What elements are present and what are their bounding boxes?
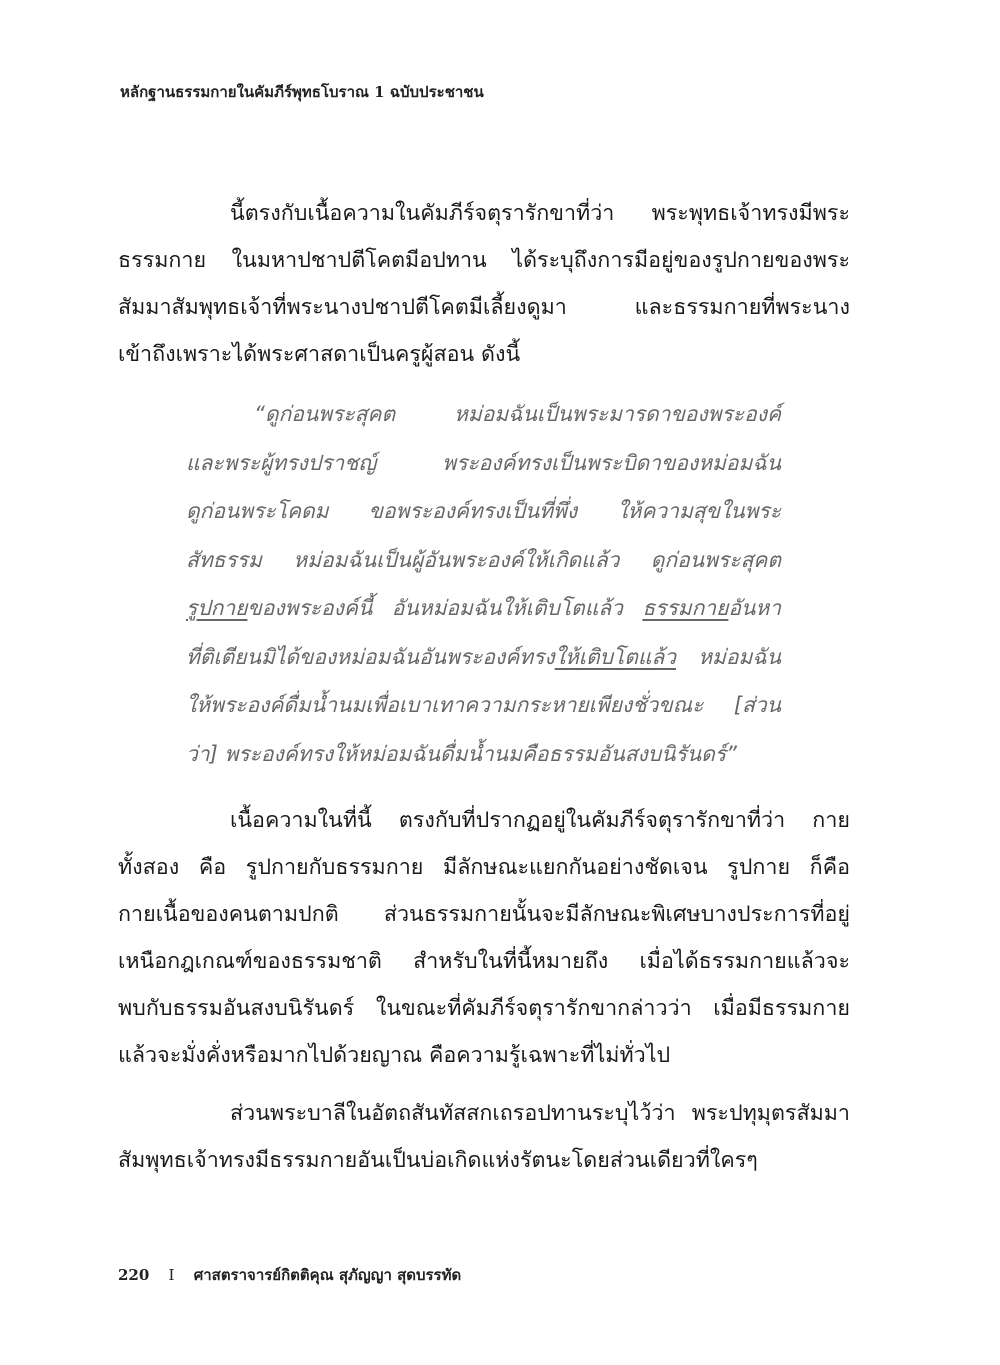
paragraph-3	[118, 1090, 850, 1184]
quote-line: ว่า] พระองค์ทรงให้หม่อมฉันดื่มน้ำนมคือธรรมอันสงบนิรันดร์”	[186, 741, 737, 766]
quote-line: สัทธรรม หม่อมฉันเป็นผู้อันพระองค์ให้เกิดแล้ว ดูก่อนพระสุคต	[186, 547, 781, 572]
running-header: หลักฐานธรรมกายในคัมภีร์พุทธโบราณ 1 ฉบับประชาชน	[120, 83, 484, 101]
paragraph-line: เข้าถึงเพราะได้พระศาสดาเป็นครูผู้สอน ดังนี้	[118, 342, 521, 367]
page-footer	[118, 1263, 461, 1287]
block-quote	[186, 390, 781, 778]
paragraph-line: ทั้งสอง คือ รูปกายกับธรรมกาย มีลักษณะแยกกันอย่างชัดเจน รูปกาย ก็คือ	[118, 855, 850, 880]
quote-line: “ดูก่อนพระสุคต หม่อมฉันเป็นพระมารดาของพระองค์	[254, 402, 781, 426]
paragraph-line: เหนือกฎเกณฑ์ของธรรมชาติ สำหรับในที่นี้หมายถึง เมื่อได้ธรรมกายแล้วจะ	[118, 949, 850, 974]
quote-line: และพระผู้ทรงปราชญ์ พระองค์ทรงเป็นพระบิดาของหม่อมฉัน	[186, 450, 781, 475]
quote-line	[186, 633, 781, 682]
paragraph-line: ธรรมกาย ในมหาปชาปตีโคตมีอปทาน ได้ระบุถึงการมีอยู่ของรูปกายของพระ	[118, 248, 850, 273]
footer-separator: I	[168, 1266, 175, 1284]
paragraph-line: แล้วจะมั่งคั่งหรือมากไปด้วยญาณ คือความรู้เฉพาะที่ไม่ทั่วไป	[118, 1043, 671, 1068]
quote-line: ดูก่อนพระโคดม ขอพระองค์ทรงเป็นที่พึ่ง ให้ความสุขในพระ	[186, 499, 781, 523]
quote-text: ของพระองค์นี้ อันหม่อมฉันให้เติบโตแล้ว	[247, 596, 643, 620]
quote-text: อันหา	[728, 596, 781, 620]
underlined-term: ให้เติบโตแล้ว	[554, 644, 677, 669]
paragraph-line: เนื้อความในที่นี้ ตรงกับที่ปรากฏอยู่ในคัมภีร์จตุรารักขาที่ว่า กาย	[230, 808, 850, 833]
quote-text: ที่ติเตียนมิได้ของหม่อมฉันอันพระองค์ทรง	[186, 644, 555, 669]
paragraph-line: กายเนื้อของคนตามปกติ ส่วนธรรมกายนั้นจะมีลักษณะพิเศษบางประการที่อยู่	[118, 902, 850, 927]
footer-author: ศาสตราจารย์กิตติคุณ สุภัญญา สุดบรรทัด	[193, 1266, 462, 1284]
paragraph-1	[118, 190, 850, 378]
paragraph-2	[118, 797, 850, 1079]
quote-text: หม่อมฉัน	[676, 644, 781, 669]
paragraph-line: สัมพุทธเจ้าทรงมีธรรมกายอันเป็นบ่อเกิดแห่งรัตนะโดยส่วนเดียวที่ใครๆ	[118, 1148, 758, 1173]
paragraph-line: นี้ตรงกับเนื้อความในคัมภีร์จตุรารักขาที่ว่า พระพุทธเจ้าทรงมีพระ	[230, 201, 850, 226]
paragraph-line: สัมมาสัมพุทธเจ้าที่พระนางปชาปตีโคตมีเลี้ยงดูมา และธรรมกายที่พระนาง	[118, 295, 850, 320]
quote-line: ให้พระองค์ดื่มน้ำนมเพื่อเบาเทาความกระหายเพียงชั่วขณะ [ส่วน	[186, 693, 781, 717]
underlined-term: รูปกาย	[186, 596, 248, 620]
underlined-term: ธรรมกาย	[642, 596, 729, 620]
page-number: 220	[118, 1266, 150, 1284]
paragraph-line: พบกับธรรมอันสงบนิรันดร์ ในขณะที่คัมภีร์จตุรารักขากล่าวว่า เมื่อมีธรรมกาย	[118, 996, 850, 1021]
paragraph-line: ส่วนพระบาลีในอัตถสันทัสสกเถรอปทานระบุไว้ว่า พระปทุมุตรสัมมา	[230, 1101, 850, 1126]
quote-line	[186, 584, 781, 633]
